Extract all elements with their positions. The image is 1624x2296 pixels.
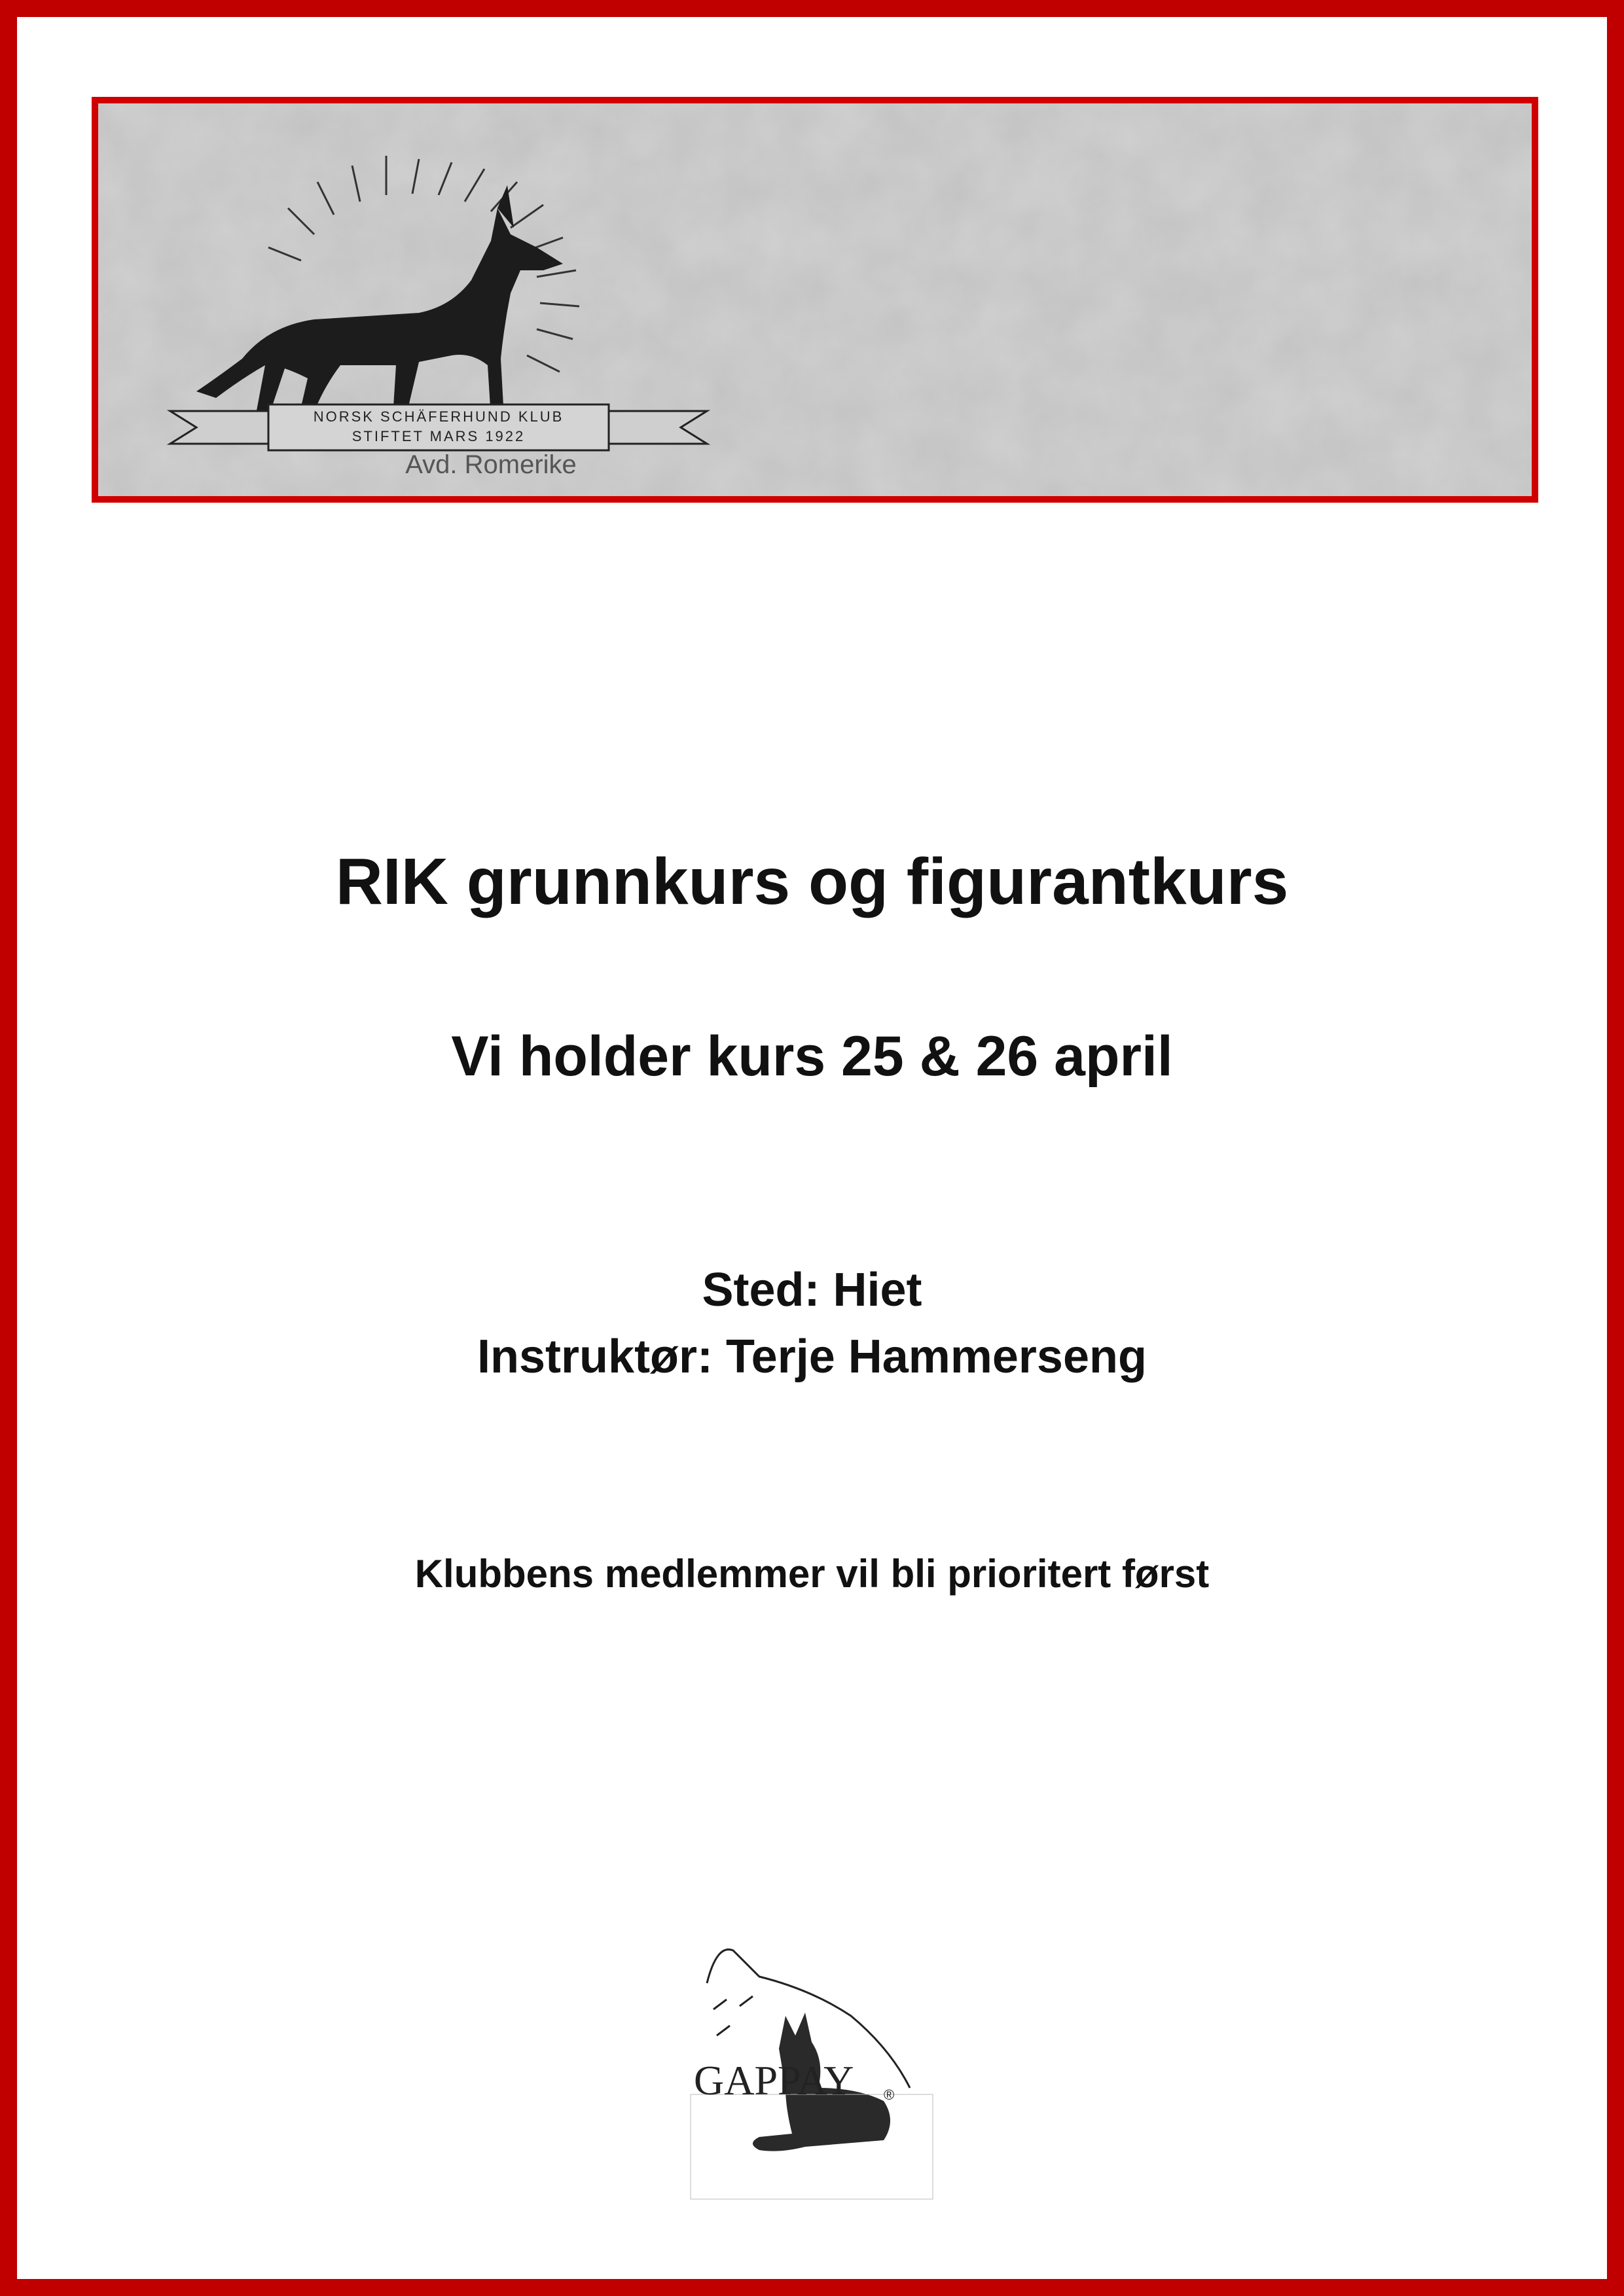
course-instructor: Instruktør: Terje Hammerseng xyxy=(477,1331,1147,1383)
dog-silhouette xyxy=(196,185,563,421)
course-title: RIK grunnkurs og figurantkurs xyxy=(335,845,1289,918)
trademark-symbol: ® xyxy=(884,2087,895,2103)
members-priority-note: Klubbens medlemmer vil bli prioritert først xyxy=(414,1552,1210,1596)
ribbon-text-bottom: STIFTET MARS 1922 xyxy=(352,428,526,444)
club-logo xyxy=(144,130,733,470)
gappay-logo xyxy=(687,1937,936,2212)
course-place: Sted: Hiet xyxy=(702,1264,922,1316)
ribbon-text-top: NORSK SCHÄFERHUND KLUB xyxy=(313,408,564,425)
header-banner xyxy=(92,97,1538,503)
department-label: Avd. Romerike xyxy=(405,450,577,479)
gappay-brand: GAPPAY xyxy=(694,2057,854,2104)
course-dates: Vi holder kurs 25 & 26 april xyxy=(451,1025,1173,1088)
